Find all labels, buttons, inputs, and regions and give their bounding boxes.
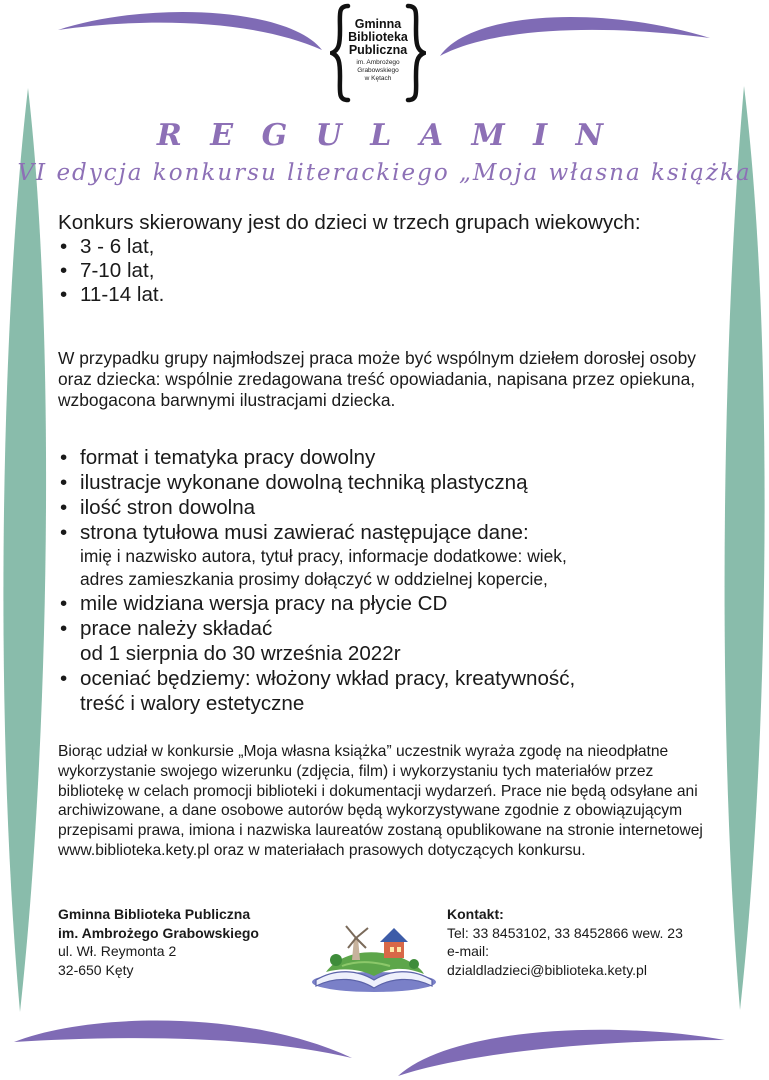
left-teal-leaf: [3, 88, 46, 1012]
rule-item: • mile widziana wersja pracy na płycie CD: [58, 591, 723, 616]
rule-sub-line: adres zamieszkania prosimy dołączyć w oddzielnej kopercie,: [80, 569, 548, 589]
bottom-right-swoosh: [398, 1030, 725, 1076]
intro-text: Konkurs skierowany jest do dzieci w trzech grupach wiekowych:: [58, 211, 641, 234]
contact-phone: Tel: 33 8453102, 33 8452866 wew. 23: [447, 924, 683, 941]
library-patron: im. Ambrożego Grabowskiego: [58, 924, 259, 941]
rule-continuation: treść i walory estetyczne: [80, 692, 305, 715]
rules-list: [58, 445, 723, 716]
rule-item: • ilustracje wykonane dowolną techniką plastyczną: [58, 470, 723, 495]
age-group-item: • 7-10 lat,: [58, 259, 723, 283]
contact-block: [447, 905, 683, 979]
logo-line-1: Gminna: [354, 17, 402, 31]
consent-paragraph: Biorąc udział w konkursie „Moja własna książka” uczestnik wyraża zgodę na nieodpłatne wykorzystanie swojego wizerunku (zdjęcia, film) i wykorzystaniu tych materiałów przez bibliotekę w celach promocji biblioteki i dokumentacji wydarzeń. Prace nie będą odsyłane ani archiwizowane, a dane osobowe autorów będą wykorzystywane zgodnie z obowiązującym przepisami prawa, imiona i nazwiska laureatów zostaną opublikowane na stronie internetowej www.biblioteka.kety.pl oraz w materiałach prasowych dotyczących konkursu.: [58, 743, 703, 859]
rule-item: • format i tematyka pracy dowolny: [58, 445, 723, 470]
rule-item: • prace należy składać: [58, 616, 723, 641]
logo-line-3: Publiczna: [348, 43, 408, 57]
street-address: ul. Wł. Reymonta 2: [58, 943, 177, 959]
contact-email-label: e-mail:: [447, 943, 490, 959]
youngest-group-paragraph: W przypadku grupy najmłodszej praca może być wspólnym dziełem dorosłej osoby oraz dziecka: wspólnie zredagowana treść opowiadania, napisana przez opiekuna, wzbogacona barwnymi ilustracjami dziecka.: [58, 348, 696, 410]
age-group-item: • 3 - 6 lat,: [58, 235, 723, 259]
logo-line-2: Biblioteka: [348, 30, 408, 44]
intro-section: [58, 211, 723, 307]
age-group-item: • 11-14 lat.: [58, 283, 723, 307]
top-right-swoosh: [440, 17, 710, 56]
city-address: 32-650 Kęty: [58, 961, 134, 978]
open-book-illustration: [306, 920, 442, 1004]
right-teal-leaf: [725, 86, 765, 1010]
logo-line-6: w Kętach: [364, 75, 392, 82]
top-left-swoosh: [58, 12, 322, 50]
library-name: Gminna Biblioteka Publiczna: [58, 906, 251, 922]
rule-continuation: od 1 sierpnia do 30 września 2022r: [80, 642, 401, 665]
contact-email: dzialdladzieci@biblioteka.kety.pl: [447, 961, 647, 978]
rule-item: • strona tytułowa musi zawierać następujące dane:: [58, 520, 723, 545]
rule-sub-line: imię i nazwisko autora, tytuł pracy, informacje dodatkowe: wiek,: [80, 546, 567, 566]
page-title: R E G U L A M I N: [156, 118, 613, 153]
address-block: [58, 905, 259, 979]
rule-item: • oceniać będziemy: włożony wkład pracy, kreatywność,: [58, 666, 723, 691]
rule-item: • ilość stron dowolna: [58, 495, 723, 520]
bottom-left-swoosh: [14, 1021, 352, 1058]
contact-heading: Kontakt:: [447, 906, 504, 922]
logo-line-5: Grabowskiego: [357, 67, 399, 74]
page-subtitle: VI edycja konkursu literackiego „Moja własna książka: [17, 160, 752, 186]
logo-line-4: im. Ambrożego: [356, 59, 400, 66]
library-logo: [330, 2, 426, 104]
